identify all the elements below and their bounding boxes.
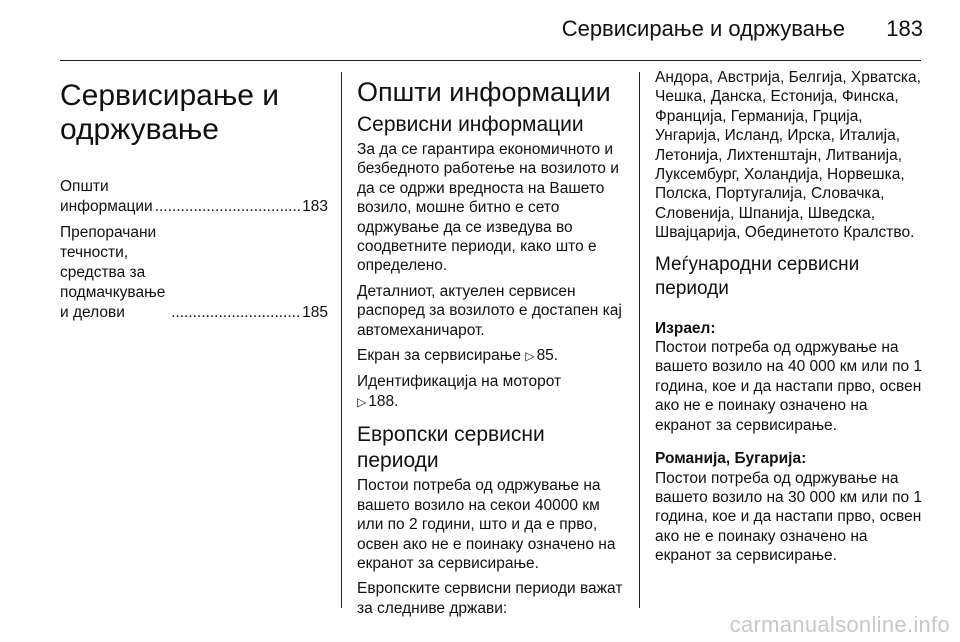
reference-arrow-icon: ▷ xyxy=(357,394,367,409)
subsection-international-intervals: Меѓународни сервисни периоди xyxy=(655,253,860,299)
toc-entry-page[interactable]: 185 xyxy=(302,304,328,321)
paragraph-countries-intro: Европските сервисни периоди важат за следниве држави: xyxy=(357,580,623,617)
header-title: Сервисирање и одржување xyxy=(561,16,845,41)
column-1 xyxy=(60,66,328,329)
paragraph-romania-bulgaria: Постои потреба од одржување на вашето возило на 30 000 км или по 1 година, кое и да настапи прво, освен ако не е поинаку означено на екранот за сервисирање. xyxy=(655,469,923,565)
section-title: Општи информации xyxy=(357,77,611,107)
label-romania-bulgaria: Романија, Бугарија: xyxy=(655,450,807,468)
column-divider-2 xyxy=(639,72,640,608)
paragraph-service-display xyxy=(357,346,625,366)
chapter-title: Сервисирање и одржување xyxy=(60,79,280,146)
toc-entry-text[interactable]: Општи информации xyxy=(60,178,153,215)
service-display-ref[interactable]: 85. xyxy=(536,347,559,365)
toc-leader-dots xyxy=(155,197,300,217)
column-divider-1 xyxy=(341,72,342,608)
watermark: carmanualsonline.info xyxy=(729,612,950,637)
subsection-service-info: Сервисни информации xyxy=(357,113,584,136)
toc-entry[interactable] xyxy=(60,223,328,323)
column-2 xyxy=(357,66,625,624)
engine-id-ref[interactable]: 188. xyxy=(368,392,399,410)
header-rule xyxy=(60,60,921,61)
subsection-european-intervals: Европски сервисни периоди xyxy=(357,423,545,473)
paragraph-israel: Постои потреба од одржување на вашето возило на 40 000 км или по 1 година, кое и да настапи прво, освен ако не е поинаку означено на екранот за сервисирање. xyxy=(655,339,923,434)
paragraph-country-list: Андора, Австрија, Белгија, Хрватска, Чешка, Данска, Естонија, Финска, Франција, Германија, Грција, Унгарија, Исланд, Ирска, Италија, Летонија, Лихтенштајн, Литванија, Луксембург, Холандија, Норвешка, Полска, Португалија, Словачка, Словенија, Шпанија, Шведска, Швајцарија, Обединетото Кралство. xyxy=(655,69,921,242)
label-israel: Израел: xyxy=(655,319,716,337)
service-display-text: Екран за сервисирање xyxy=(357,347,522,365)
toc-leader-dots xyxy=(171,303,300,323)
paragraph-engine-id xyxy=(357,372,625,412)
paragraph-schedule: Деталниот, актуелен сервисен распоред за возилото е достапен кај автомеханичарот. xyxy=(357,282,622,339)
table-of-contents xyxy=(60,177,328,323)
reference-arrow-icon: ▷ xyxy=(525,349,535,364)
column-3 xyxy=(655,66,923,572)
toc-entry-page[interactable]: 183 xyxy=(302,198,328,215)
toc-entry-text[interactable]: Препорачани течности, средства за подмачкување и делови xyxy=(60,224,166,321)
toc-entry[interactable] xyxy=(60,177,328,217)
paragraph-intro: За да се гарантира економичното и безбедното работење на возилото и да се одржи вредноста на Вашето возило, мошне битно е сето одржување да се изведува во соодветните периоди, како што е определено. xyxy=(357,141,619,275)
engine-id-text: Идентификација на моторот xyxy=(357,373,562,391)
page-number: 183 xyxy=(886,16,923,41)
paragraph-european-intervals: Постои потреба од одржување на вашето возило на секои 40000 км или по 2 години, што и да е прво, освен ако не е поинаку означено на екранот за сервисирање. xyxy=(357,477,616,572)
page-header xyxy=(0,0,960,62)
